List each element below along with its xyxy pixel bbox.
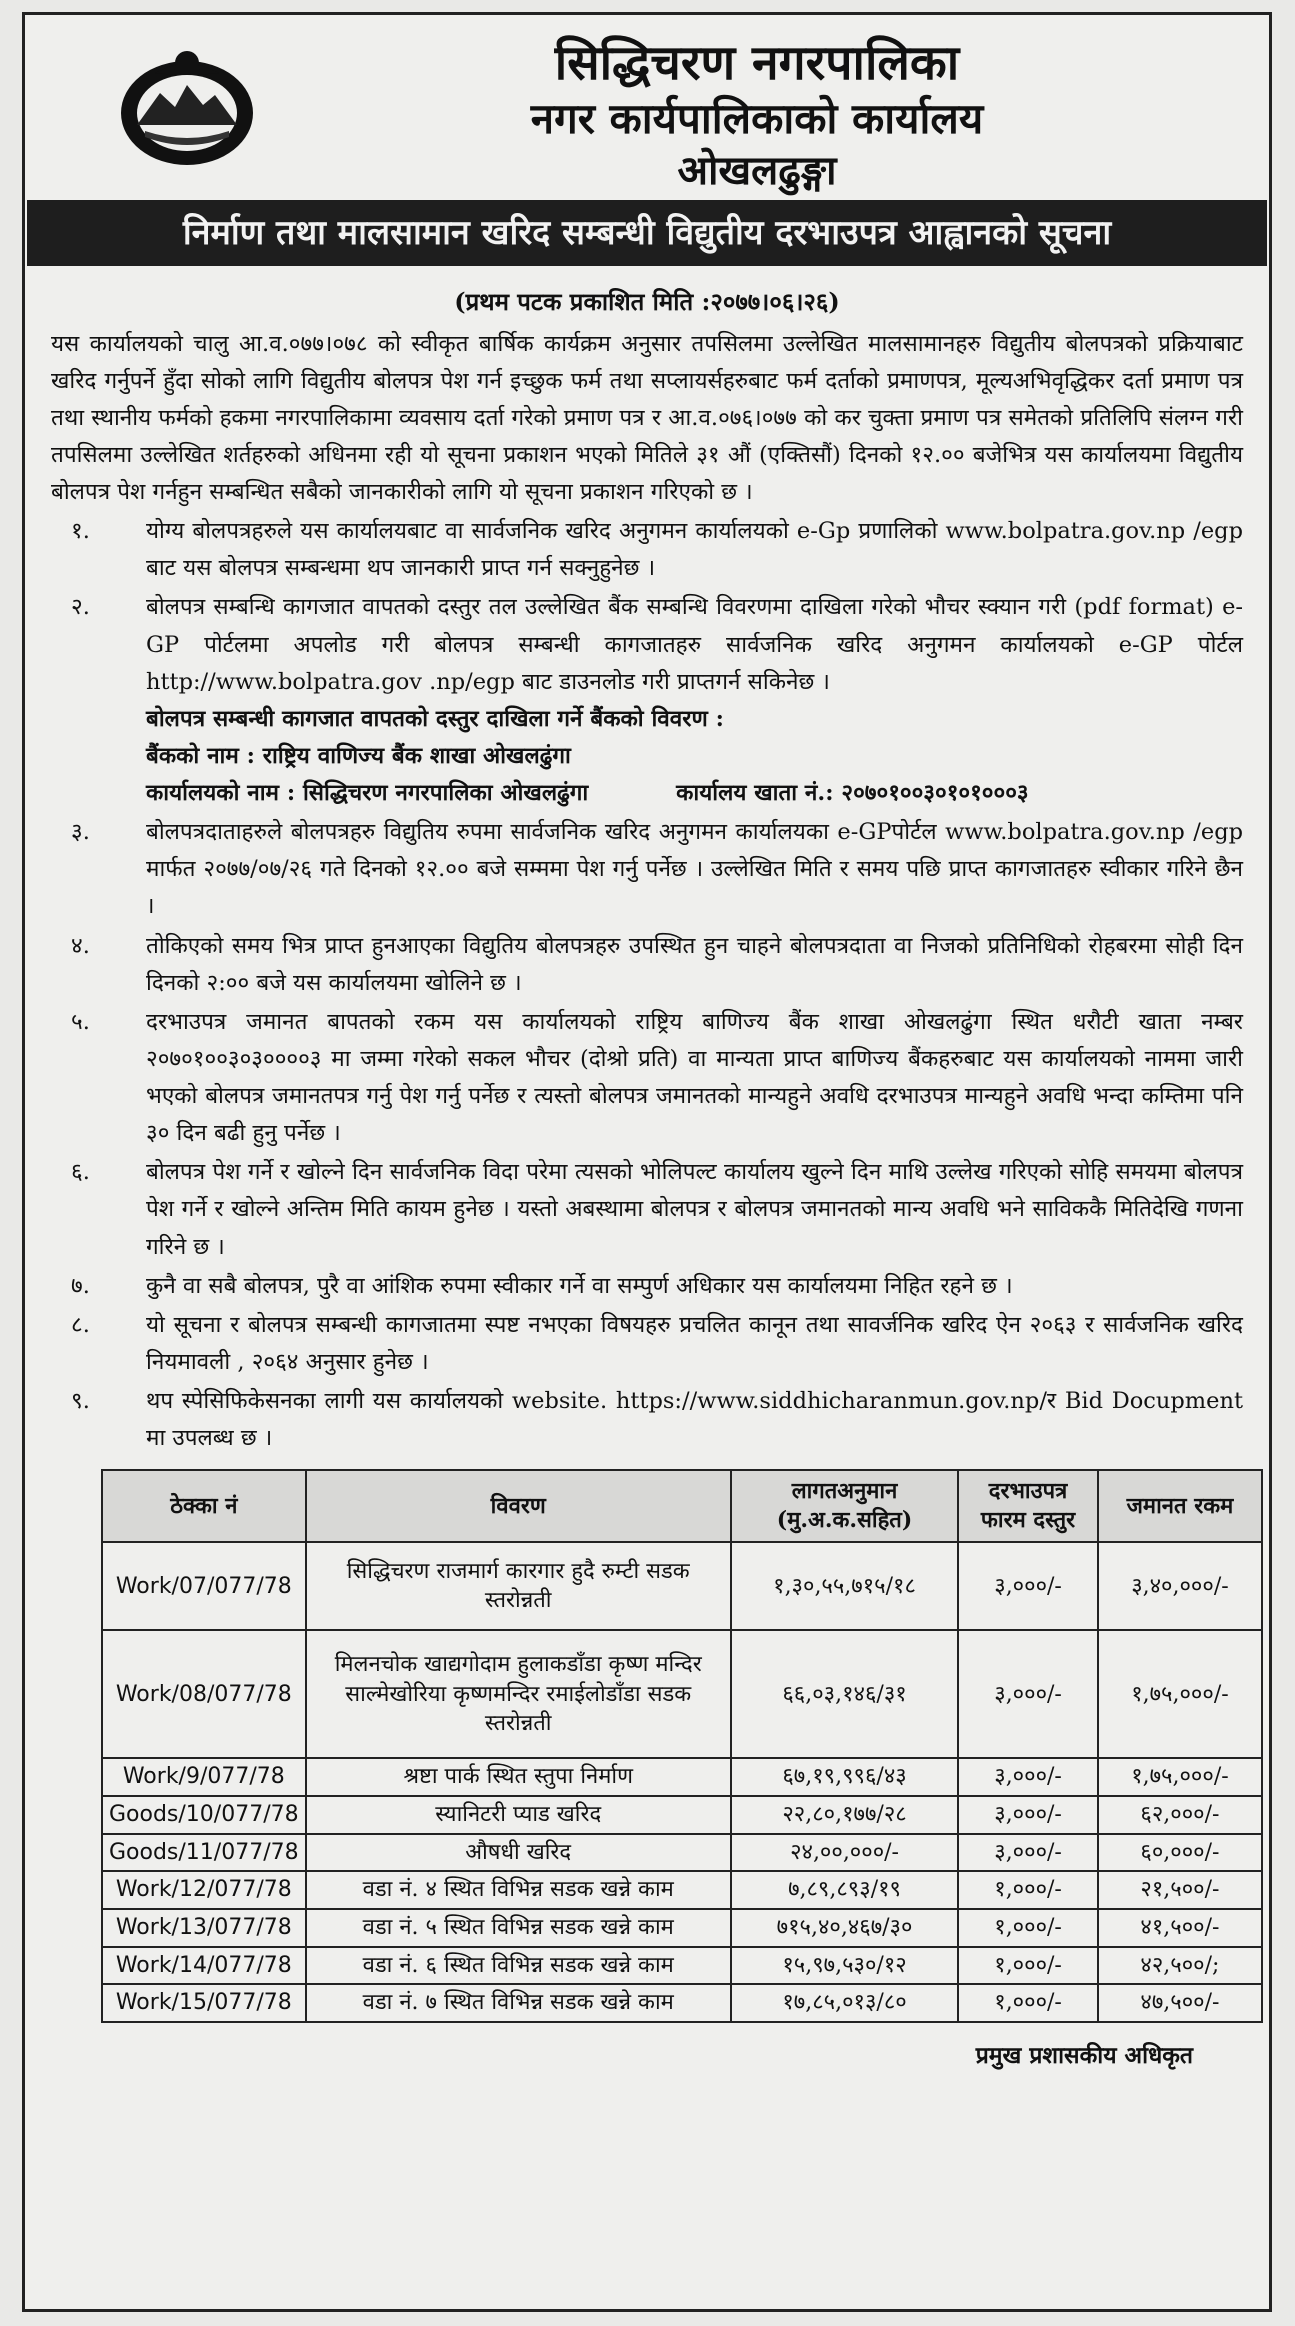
item-text: बोलपत्र सम्बन्धि कागजात वापतको दस्तुर तल उल्लेखित बैंक सम्बन्धि विवरणमा दाखिला गरेको भौचर स्क्यान गरी (pdf format) e-GP पोर्टलमा अपलोड गरी बोलपत्र सम्बन्धी कागजातहरु सार्वजनिक खरिद अनुगमन कार्यालयको e-GP पोर्टल http://www.bolpatra.gov .np/egp बाट डाउनलोड गरी प्राप्तगर्न सकिनेछ । (146, 594, 1243, 695)
list-item (51, 589, 1243, 700)
notice-page (22, 12, 1272, 2312)
bank-details-heading: बोलपत्र सम्बन्धी कागजात वापतको दस्तुर दाखिला गर्ने बैंकको विवरण : (146, 705, 724, 732)
list-item (51, 1383, 1243, 1457)
cost-estimate: ६७,१९,९९६/४३ (731, 1758, 958, 1796)
item-number: ३. (71, 819, 90, 846)
description: स्यानिटरी प्याड खरिद (306, 1796, 731, 1834)
list-item (51, 1268, 1243, 1305)
item-text: बोलपत्र पेश गर्ने र खोल्ने दिन सार्वजनिक विदा परेमा त्यसको भोलिपल्ट कार्यालय खुल्ने दिन माथि उल्लेख गरिएको सोहि समयमा बोलपत्र पेश गर्ने र खोल्ने अन्तिम मिति कायम हुनेछ । यस्तो अबस्थामा बोलपत्र र बोलपत्र जमानतको मान्य अवधि भने साविककै मितिदेखि गणना गरिने छ । (146, 1159, 1243, 1260)
contract-no: Work/13/077/78 (102, 1909, 306, 1947)
bid-security: ६२,०००/- (1098, 1796, 1262, 1834)
bid-security: १,७५,०००/- (1098, 1758, 1262, 1796)
cost-estimate: २२,८०,१७७/२८ (731, 1796, 958, 1834)
cost-estimate: २४,००,०००/- (731, 1834, 958, 1872)
item-text: यो सूचना र बोलपत्र सम्बन्धी कागजातमा स्पष्ट नभएका विषयहरु प्रचलित कानून तथा सावर्जनिक खरिद ऐन २०६३ र सार्वजनिक खरिद नियमावली , २०६४ अनुसार हुनेछ । (146, 1311, 1243, 1375)
cost-estimate: ६६,०३,१४६/३१ (731, 1630, 958, 1758)
bid-security: ४२,५००/; (1098, 1947, 1262, 1985)
contract-no: Goods/11/077/78 (102, 1834, 306, 1872)
description: वडा नं. ४ स्थित विभिन्न सडक खन्ने काम (306, 1871, 731, 1909)
item-number: ४. (71, 932, 90, 959)
table-header-row (102, 1470, 1262, 1542)
list-item (51, 928, 1243, 1002)
item-text: बोलपत्रदाताहरुले बोलपत्रहरु विद्युतिय रुपमा सार्वजनिक खरिद अनुगमन कार्यालयका e-GPपोर्टल www.bolpatra.gov.np /egp मार्फत २०७७/०७/२६ गते दिनको १२.०० बजे सम्ममा पेश गर्नु पर्नेछ । उल्लेखित मिति र समय पछि प्राप्त कागजातहरु स्वीकार गरिने छैन । (146, 819, 1243, 920)
list-item (51, 814, 1243, 925)
contract-no: Work/08/077/78 (102, 1630, 306, 1758)
table-row (102, 1542, 1262, 1630)
item-text: दरभाउपत्र जमानत बापतको रकम यस कार्यालयको राष्ट्रिय बाणिज्य बैंक शाखा ओखलढुंगा स्थित धरौटी खाता नम्बर २०७०१००३०३००००३ मा जम्मा गरेको सकल भौचर (दोश्रो प्रति) वा मान्यता प्राप्त बाणिज्य बैंकहरुबाट यस कार्यालयको नाममा जारी भएको बोलपत्र जमानतपत्र गर्नु पेश गर्नु पर्नेछ र त्यस्तो बोलपत्र जमानतको मान्यहुने अवधि दरभाउपत्र मान्यहुने अवधि भन्दा कम्तिमा पनि ३० दिन बढी हुनु पर्नेछ । (146, 1008, 1243, 1147)
signatory-title: प्रमुख प्रशासकीय अधिकृत (975, 2042, 1193, 2070)
contract-no: Work/14/077/78 (102, 1947, 306, 1985)
municipality-name: सिद्धिचरण नगरपालिका (554, 35, 960, 91)
col-header-description: विवरण (306, 1470, 731, 1542)
description: श्रष्टा पार्क स्थित स्तुपा निर्माण (306, 1758, 731, 1796)
form-fee: १,०००/- (958, 1871, 1098, 1909)
table-row (102, 1758, 1262, 1796)
list-item (51, 513, 1243, 587)
bid-security: २१,५००/- (1098, 1871, 1262, 1909)
form-fee: १,०००/- (958, 1909, 1098, 1947)
bid-security: ४७,५००/- (1098, 1984, 1262, 2022)
item-number: ९. (71, 1388, 90, 1415)
description: सिद्धिचरण राजमार्ग कारगार हुदै रुम्टी सडक स्तरोन्नती (306, 1542, 731, 1630)
bank-name: बैंकको नाम : राष्ट्रिय वाणिज्य बैंक शाखा ओखलढुंगा (146, 742, 571, 769)
cost-estimate: १,३०,५५,७१५/१८ (731, 1542, 958, 1630)
item-text: तोकिएको समय भित्र प्राप्त हुनआएका विद्युतिय बोलपत्रहरु उपस्थित हुन चाहने बोलपत्रदाता वा निजको प्रतिनिधिको रोहबरमा सोही दिन दिनको २:०० बजे यस कार्यालयमा खोलिने छ । (146, 932, 1243, 996)
description: वडा नं. ६ स्थित विभिन्न सडक खन्ने काम (306, 1947, 731, 1985)
bid-security: ३,४०,०००/- (1098, 1542, 1262, 1630)
office-account-name: कार्यालयको नाम : सिद्धिचरण नगरपालिका ओखलढुंगा (146, 780, 589, 807)
bid-security: ६०,०००/- (1098, 1834, 1262, 1872)
bank-account-line (51, 775, 1243, 812)
intro-paragraph: यस कार्यालयको चालु आ.व.०७७।०७८ को स्वीकृत बार्षिक कार्यक्रम अनुसार तपसिलमा उल्लेखित मालसामानहरु विद्युतीय बोलपत्रको प्रक्रियाबाट खरिद गर्नुपर्ने हुँदा सोको लागि विद्युतीय बोलपत्र पेश गर्न इच्छुक फर्म तथा सप्लायर्सहरुबाट फर्म दर्ताको प्रमाणपत्र, मूल्यअभिवृद्धिकर दर्ता प्रमाण पत्र तथा स्थानीय फर्मको हकमा नगरपालिकामा व्यवसाय दर्ता गरेको प्रमाण पत्र र आ.व.०७६।०७७ को कर चुक्ता प्रमाण पत्र समेतको प्रतिलिपि संलग्न गरी तपसिलमा उल्लेखित शर्तहरुको अधिनमा रही यो सूचना प्रकाशन भएको मितिले ३१ औं (एक्तिसौं) दिनको १२.०० बजेभित्र यस कार्यालयमा विद्युतीय बोलपत्र पेश गर्नहुन सम्बन्धित सबैको जानकारीको लागि यो सूचना प्रकाशन गरिएको छ । (51, 330, 1243, 506)
bid-security: १,७५,०००/- (1098, 1630, 1262, 1758)
cost-estimate: ७,८९,८९३/१९ (731, 1871, 958, 1909)
table-row (102, 1834, 1262, 1872)
item-number: ८. (71, 1311, 90, 1338)
table-row (102, 1909, 1262, 1947)
item-number: १. (71, 518, 90, 545)
cost-estimate: १५,९७,५३०/१२ (731, 1947, 958, 1985)
cost-estimate: १७,८५,०१३/८० (731, 1984, 958, 2022)
item-number: २. (71, 594, 90, 621)
bid-security: ४१,५००/- (1098, 1909, 1262, 1947)
contract-no: Work/9/077/78 (102, 1758, 306, 1796)
item-text: थप स्पेसिफिकेसनका लागी यस कार्यालयको website. https://www.siddhicharanmun.gov.np/र Bid Docupment मा उपलब्ध छ । (146, 1388, 1243, 1452)
form-fee: ३,०००/- (958, 1796, 1098, 1834)
notice-title-banner: निर्माण तथा मालसामान खरिद सम्बन्धी विद्युतीय दरभाउपत्र आह्वानको सूचना (27, 200, 1267, 266)
notice-body (25, 266, 1269, 2075)
description: वडा नं. ५ स्थित विभिन्न सडक खन्ने काम (306, 1909, 731, 1947)
office-account-number: कार्यालय खाता नं.: २०७०१००३०१०१०००३ (676, 780, 1029, 807)
notice-header (25, 15, 1269, 200)
tender-table (101, 1469, 1263, 2023)
nepal-emblem-icon (115, 45, 260, 170)
list-item (51, 1307, 1243, 1381)
office-name: नगर कार्यपालिकाको कार्यालय (530, 94, 984, 143)
table-row (102, 1796, 1262, 1834)
district-name: ओखलढुङ्गा (677, 147, 837, 194)
form-fee: १,०००/- (958, 1947, 1098, 1985)
item-number: ६. (71, 1159, 90, 1186)
form-fee: ३,०००/- (958, 1834, 1098, 1872)
contract-no: Work/07/077/78 (102, 1542, 306, 1630)
list-item (51, 1154, 1243, 1265)
form-fee: ३,०००/- (958, 1630, 1098, 1758)
table-row (102, 1871, 1262, 1909)
item-text: योग्य बोलपत्रहरुले यस कार्यालयबाट वा सार्वजनिक खरिद अनुगमन कार्यालयको e-Gp प्रणालिको www.bolpatra.gov.np /egp बाट यस बोलपत्र सम्बन्धमा थप जानकारी प्राप्त गर्न सक्नुहुनेछ । (146, 518, 1243, 582)
col-header-bid-security: जमानत रकम (1098, 1470, 1262, 1542)
form-fee: १,०००/- (958, 1984, 1098, 2022)
item-number: ५. (71, 1008, 90, 1035)
description: औषधी खरिद (306, 1834, 731, 1872)
contract-no: Work/12/077/78 (102, 1871, 306, 1909)
list-item (51, 1004, 1243, 1153)
cost-estimate: ७१५,४०,४६७/३० (731, 1909, 958, 1947)
description: वडा नं. ७ स्थित विभिन्न सडक खन्ने काम (306, 1984, 731, 2022)
form-fee: ३,०००/- (958, 1758, 1098, 1796)
item-number: ७. (71, 1272, 90, 1299)
contract-no: Goods/10/077/78 (102, 1796, 306, 1834)
item-text: कुनै वा सबै बोलपत्र, पुरै वा आंशिक रुपमा स्वीकार गर्ने वा सम्पुर्ण अधिकार यस कार्यालयमा निहित रहने छ । (146, 1272, 1013, 1299)
contract-no: Work/15/077/78 (102, 1984, 306, 2022)
col-header-cost-estimate: लागतअनुमान (मु.अ.क.सहित) (731, 1470, 958, 1542)
col-header-contract-no: ठेक्का नं (102, 1470, 306, 1542)
col-header-form-fee: दरभाउपत्र फारम दस्तुर (958, 1470, 1098, 1542)
form-fee: ३,०००/- (958, 1542, 1098, 1630)
description: मिलनचोक खाद्यगोदाम हुलाकडाँडा कृष्ण मन्दिर साल्मेखोरिया कृष्णमन्दिर रमाईलोडाँडा सडक स्तरोन्नती (306, 1630, 731, 1758)
table-row (102, 1984, 1262, 2022)
table-row (102, 1630, 1262, 1758)
publication-date: (प्रथम पटक प्रकाशित मिति :२०७७।०६।२६) (454, 287, 840, 316)
table-row (102, 1947, 1262, 1985)
